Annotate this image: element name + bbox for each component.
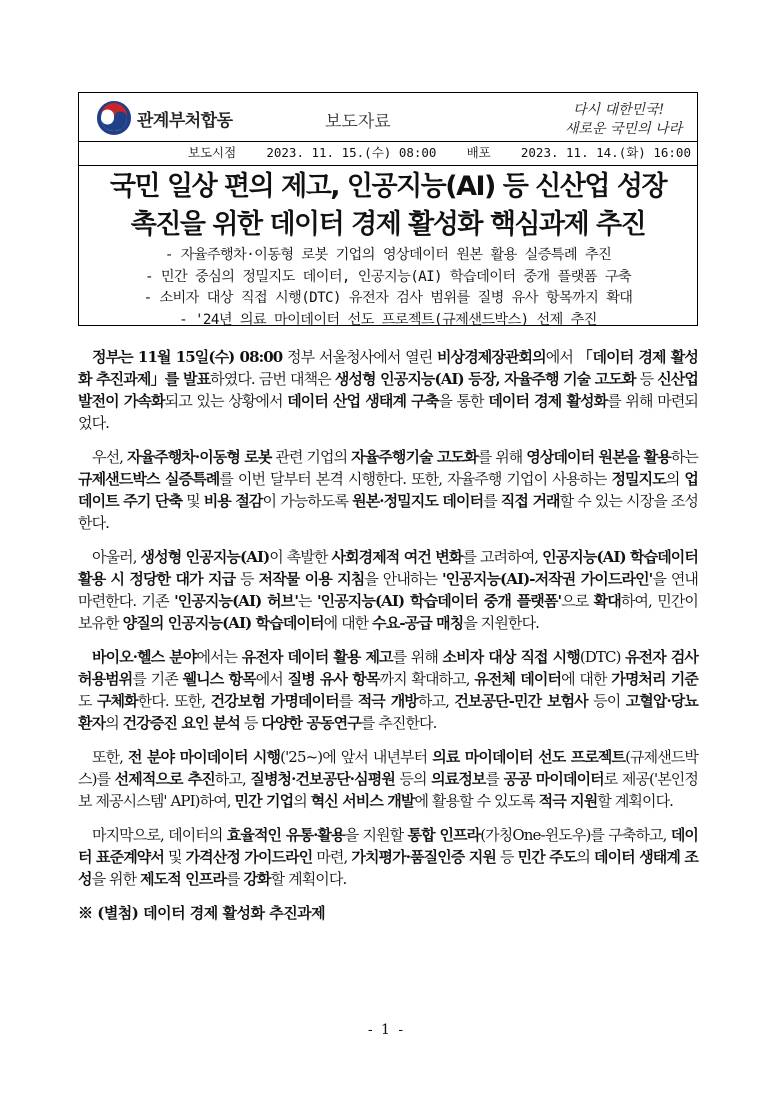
body-text: 를 위해: [477, 448, 527, 466]
body-text: 를 이번 달부터 본격 시행한다. 또한, 자율주행 기업이 사용하는: [219, 470, 612, 488]
body-text: 에 활용할 수 있도록: [414, 792, 539, 810]
emphasis-text: '인공지능(AI) 허브': [174, 592, 299, 610]
body-text: 를: [225, 870, 244, 888]
emphasis-text: 적극 개방: [357, 692, 418, 710]
body-paragraph: [78, 824, 698, 890]
emphasis-text: 사회경제적 여건 변화: [331, 548, 463, 566]
body-text: 를 위해 마련되었다.: [78, 392, 698, 432]
emphasis-text: 자율주행차·이동형 로봇: [126, 448, 272, 466]
emphasis-text: 비용 절감: [203, 492, 263, 510]
emphasis-text: 원본·정밀지도 데이터: [352, 492, 484, 510]
emphasis-text: 바이오·헬스 분야: [92, 648, 197, 666]
body-text: 을 지원할: [344, 826, 408, 844]
emphasis-text: 업데이트 주기 단축: [78, 470, 698, 510]
body-text: 를: [483, 492, 501, 510]
emphasis-text: 유전자 데이터 활용 제고: [241, 648, 393, 666]
body-text: 의: [293, 792, 311, 810]
body-text: 를 고려하여,: [462, 548, 543, 566]
emphasis-text: 건강보험 가명데이터: [210, 692, 339, 710]
body-text: 의: [105, 714, 123, 732]
body-text: 할 계획이다.: [270, 870, 347, 888]
headline-line-2: 촉진을 위한 데이터 경제 활성화 핵심과제 추진: [130, 209, 646, 240]
attachment-note: ※ (별첨) 데이터 경제 활성화 추진과제: [78, 904, 326, 922]
body-text: 에서는: [196, 648, 242, 666]
emphasis-text: 전 분야 마이데이터 시행: [128, 748, 281, 766]
body-text: 을 안내하는: [364, 570, 442, 588]
body-text: (가칭One-윈도우)를 구축하고,: [480, 826, 671, 844]
body-text: 를 위해: [392, 648, 443, 666]
emphasis-text: 적극 지원: [538, 792, 598, 810]
emphasis-text: 소비자 대상 직접 시행: [442, 648, 580, 666]
body-paragraph: [78, 546, 698, 634]
emphasis-text: 생성형 인공지능(AI): [140, 548, 270, 566]
body-text: 하여, 민간이 보유한: [78, 592, 698, 632]
body-text: 정부 서울청사에서 열린: [282, 348, 438, 366]
distribution-time: 2023. 11. 14.(화) 16:00: [520, 145, 691, 160]
emphasis-text: 의료 마이데이터 선도 프로젝트: [432, 748, 626, 766]
body-text: 에 대한: [323, 614, 373, 632]
emphasis-text: 비상경제장관회의: [437, 348, 546, 366]
press-body: [78, 346, 698, 924]
emphasis-text: 선제적으로 추진: [114, 770, 215, 788]
body-text: 를 추진한다.: [360, 714, 437, 732]
body-text: 마련,: [312, 848, 352, 866]
emphasis-text: 정부는 11월 15일(수) 08:00: [92, 348, 283, 366]
emphasis-text: 가치평가·품질인증 지원: [351, 848, 497, 866]
body-text: 로 제공('본인정보 제공시스템' API)하여,: [78, 770, 698, 810]
press-header: [78, 92, 698, 142]
slogan-line-1: 다시 대한민국!: [573, 102, 665, 118]
distribution-label: 배포: [466, 145, 491, 160]
subtitle-item: - '24년 의료 마이데이터 선도 프로젝트(규제샌드박스) 선제 추진: [179, 311, 597, 328]
emphasis-text: 고혈압·당뇨 환자: [78, 692, 698, 732]
emphasis-text: 영상데이터 원본을 활용: [526, 448, 671, 466]
emphasis-text: 데이터 표준계약서: [78, 826, 698, 866]
body-text: 하는: [670, 448, 699, 466]
emphasis-text: 제도적 인프라: [140, 870, 226, 888]
body-text: 를 기존: [132, 670, 183, 688]
body-text: 을 통한: [438, 392, 489, 410]
body-text: 을 지원한다.: [463, 614, 540, 632]
body-text: 등: [635, 370, 658, 388]
emphasis-text: 수요-공급 매칭: [372, 614, 464, 632]
emphasis-text: 공공 마이데이터: [503, 770, 604, 788]
page-number: - 1 -: [367, 1022, 406, 1038]
body-text: 도: [78, 692, 97, 710]
body-text: 에서: [255, 670, 288, 688]
emphasis-text: 혁신 서비스 개발: [310, 792, 415, 810]
body-text: 할 수 있는 시장을 조성한다.: [78, 492, 698, 532]
body-text: 하였다. 금번 대책은: [210, 370, 335, 388]
body-text: 에서: [545, 348, 578, 366]
emphasis-text: 유전체 데이터: [474, 670, 562, 688]
body-text: 까지 확대하고,: [379, 670, 475, 688]
body-text: 으로: [561, 592, 594, 610]
emphasis-text: 가격산정 가이드라인: [185, 848, 313, 866]
emphasis-text: 양질의 인공지능(AI) 학습데이터: [122, 614, 324, 632]
emphasis-text: 구체화: [96, 692, 138, 710]
body-text: 을 연내 마련한다. 기존: [78, 570, 698, 610]
body-paragraph: [78, 746, 698, 812]
emphasis-text: 민간 기업: [234, 792, 294, 810]
body-text: 관련 기업의: [271, 448, 352, 466]
emphasis-text: 저작물 이용 지침: [258, 570, 365, 588]
government-emblem-icon: [97, 101, 131, 135]
emphasis-text: 강화: [243, 870, 271, 888]
organization-name: 관계부처합동: [137, 111, 233, 131]
body-text: 등: [235, 570, 259, 588]
emphasis-text: 통합 인프라: [407, 826, 481, 844]
body-text: 등이: [587, 692, 626, 710]
title-box: [78, 166, 698, 326]
emphasis-text: 자율주행기술 고도화: [351, 448, 478, 466]
emphasis-text: 다양한 공동연구: [261, 714, 361, 732]
release-time-line: [78, 142, 698, 166]
body-text: 등: [496, 848, 518, 866]
body-text: 등: [240, 714, 262, 732]
emphasis-text: 생성형 인공지능(AI) 등장, 자율주행 기술 고도화: [334, 370, 636, 388]
emphasis-text: 효율적인 유통·활용: [226, 826, 345, 844]
body-text: 하고,: [417, 692, 455, 710]
emphasis-text: 민간 주도: [517, 848, 577, 866]
body-text: 할 계획이다.: [597, 792, 674, 810]
emphasis-text: 확대: [593, 592, 621, 610]
emphasis-text: 의료정보: [431, 770, 486, 788]
body-text: 우선,: [92, 448, 127, 466]
headline-line-1: 국민 일상 편의 제고, 인공지능(AI) 등 신산업 성장: [109, 171, 667, 202]
emphasis-text: 신산업 발전이 가속화: [78, 370, 698, 410]
body-text: 에 대한: [561, 670, 612, 688]
body-text: 이 촉발한: [269, 548, 332, 566]
emphasis-text: 웰니스 항목: [182, 670, 256, 688]
emphasis-text: 「데이터 경제 활성화 추진과제」를 발표: [78, 348, 698, 388]
release-embargo: 2023. 11. 15.(수) 08:00: [266, 145, 437, 160]
body-text: 이 가능하도록: [262, 492, 353, 510]
subtitle-item: - 민간 중심의 정밀지도 데이터, 인공지능(AI) 학습데이터 중개 플랫폼 구축: [144, 268, 632, 285]
emphasis-text: 데이터 산업 생태계 구축: [287, 392, 439, 410]
release-label: 보도시점: [187, 145, 237, 160]
document-type: 보도자료: [325, 112, 391, 132]
emphasis-text: 질병 유사 항목: [287, 670, 380, 688]
emphasis-text: 직접 거래: [500, 492, 560, 510]
emphasis-text: '인공지능(AI) 학습데이터 중개 플랫폼': [316, 592, 562, 610]
emphasis-text: 데이터 생태계 조성: [78, 848, 699, 888]
body-paragraph: [78, 346, 698, 434]
emphasis-text: 인공지능(AI) 학습데이터 활용 시 정당한 대가 지급: [78, 548, 698, 588]
slogan-calligraphy: [511, 98, 691, 138]
body-paragraph: [78, 646, 698, 734]
body-text: 을 위한: [91, 870, 141, 888]
body-text: 및: [163, 848, 186, 866]
body-text: 를: [485, 770, 504, 788]
body-text: 아울러,: [92, 548, 141, 566]
emphasis-text: 정밀지도: [611, 470, 666, 488]
emphasis-text: '인공지능(AI)-저작권 가이드라인': [441, 570, 653, 588]
emphasis-text: 질병청·건보공단·심평원: [250, 770, 395, 788]
body-text: 는: [298, 592, 317, 610]
emphasis-text: 규제샌드박스 실증특례: [78, 470, 220, 488]
subtitle-list: [79, 245, 697, 331]
body-text: 되고 있는 상황에서: [164, 392, 288, 410]
body-text: 의: [576, 848, 594, 866]
body-text: (DTC): [579, 648, 626, 666]
body-text: 또한,: [92, 748, 128, 766]
emphasis-text: 유전자 검사 허용범위: [78, 648, 699, 688]
emphasis-text: 데이터 경제 활성화: [488, 392, 608, 410]
subtitle-item: - 자율주행차·이동형 로봇 기업의 영상데이터 원본 활용 실증특례 추진: [164, 247, 612, 263]
body-paragraph: [78, 446, 698, 534]
body-text: 하고,: [214, 770, 251, 788]
emphasis-text: 가명처리 기준: [611, 670, 698, 688]
body-text: 한다. 또한,: [137, 692, 211, 710]
body-text: (규제샌드박스)를: [78, 748, 698, 788]
body-text: ('25~)에 앞서 내년부터: [280, 748, 433, 766]
body-text: 마지막으로, 데이터의: [92, 826, 227, 844]
body-text: 및: [182, 492, 204, 510]
body-text: 의: [665, 470, 685, 488]
emphasis-text: 건보공단-민간 보험사: [454, 692, 588, 710]
slogan-line-2: 새로운 국민의 나라: [565, 121, 683, 137]
emphasis-text: 건강증진 요인 분석: [122, 714, 241, 732]
subtitle-item: - 소비자 대상 직접 시행(DTC) 유전자 검사 범위를 질병 유사 항목까지 확대: [143, 290, 633, 306]
body-text: 를: [338, 692, 358, 710]
body-text: 등의: [394, 770, 432, 788]
